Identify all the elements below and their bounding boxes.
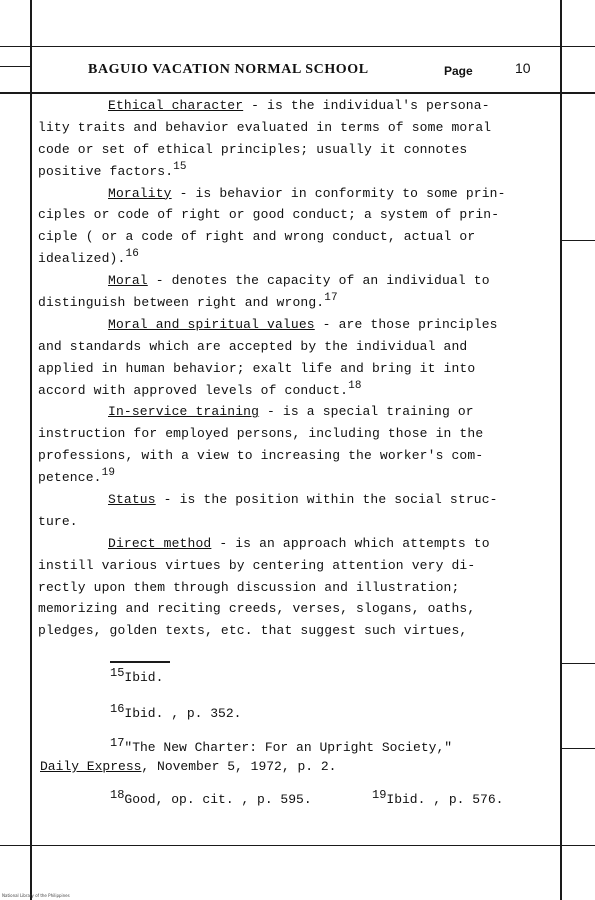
footnote-text: Good, op. cit. , p. 595.: [124, 792, 312, 807]
right-tick-lower: [562, 748, 595, 749]
line-text: lity traits and behavior evaluated in terms of some moral: [38, 119, 492, 135]
body-line: [38, 161, 538, 183]
body-line: [38, 248, 538, 270]
footnote-18: [110, 788, 312, 807]
line-text: ciples or code of right or good conduct; a system of prin-: [38, 207, 500, 223]
footnote-text: Ibid. , p. 352.: [124, 706, 242, 721]
right-margin-rule: [560, 0, 562, 900]
footnote-number: 18: [110, 788, 125, 802]
line-text: - is an approach which attempts to: [211, 535, 490, 551]
line-text: - is the position within the social struc-: [155, 492, 498, 508]
footnote-text: , November 5, 1972, p. 2.: [141, 759, 337, 774]
body-line: [38, 489, 538, 511]
footnote-number: 16: [110, 702, 125, 716]
footnote-number: 19: [372, 788, 387, 802]
line-text: instill various virtues by centering attention very di-: [38, 557, 476, 573]
footnote-17-continued: [40, 759, 336, 774]
body-line: [38, 139, 538, 161]
line-text: distinguish between right and wrong.: [38, 295, 325, 311]
line-text: code or set of ethical principles; usually it connotes: [38, 141, 468, 157]
footnote-number: 17: [110, 736, 125, 750]
body-line: [38, 511, 538, 533]
footnote-17: [110, 736, 453, 755]
footnote-text: "The New Charter: For an Upright Society,": [124, 740, 453, 755]
body-line: [38, 358, 538, 380]
line-text: applied in human behavior; exalt life and bring it into: [38, 360, 476, 376]
line-text: memorizing and reciting creeds, verses, slogans, oaths,: [38, 601, 476, 617]
line-text: - denotes the capacity of an individual to: [147, 273, 490, 289]
line-text: idealized).: [38, 251, 126, 267]
footnote-number: 15: [110, 666, 125, 680]
line-text: and standards which are accepted by the individual and: [38, 338, 468, 354]
body-line: [38, 226, 538, 248]
defined-term: Ethical character: [108, 98, 244, 113]
page-number: 10: [515, 60, 531, 76]
left-tick-top: [0, 66, 30, 67]
footnote-16: [110, 702, 242, 721]
header-top-rule: [0, 46, 595, 47]
line-text: - is behavior in conformity to some prin-: [171, 185, 506, 201]
body-line: [38, 620, 538, 642]
body-line: [38, 314, 538, 336]
line-text: professions, with a view to increasing the worker's com-: [38, 448, 484, 464]
footnote-separator: [110, 661, 170, 663]
footnote-reference: 16: [125, 248, 139, 261]
body-line: [38, 423, 538, 445]
footnote-reference: 18: [348, 379, 362, 392]
footnote-text: Ibid.: [124, 670, 164, 685]
body-line: [38, 401, 538, 423]
footnote-reference: 15: [173, 160, 187, 173]
footnote-19: [372, 788, 504, 807]
header-bottom-rule: [0, 92, 595, 94]
body-line: [38, 204, 538, 226]
body-line: [38, 555, 538, 577]
line-text: - is a special training or: [259, 404, 474, 420]
school-title: BAGUIO VACATION NORMAL SCHOOL: [88, 62, 369, 77]
line-text: accord with approved levels of conduct.: [38, 382, 349, 398]
body-line: [38, 445, 538, 467]
line-text: rectly upon them through discussion and illustration;: [38, 579, 460, 595]
footnote-text: Ibid. , p. 576.: [386, 792, 504, 807]
archive-footer-note: National Library of the Philippines: [2, 893, 70, 898]
page-label: Page: [444, 64, 473, 78]
body-line: [38, 117, 538, 139]
bottom-rule: [0, 845, 595, 846]
line-text: ciple ( or a code of right and wrong conduct, actual or: [38, 229, 476, 245]
body-line: [38, 577, 538, 599]
body-line: [38, 95, 538, 117]
footnote-reference: 19: [101, 467, 116, 480]
line-text: ture.: [38, 513, 78, 529]
line-text: instruction for employed persons, including those in the: [38, 426, 484, 442]
defined-term: Direct method: [108, 535, 212, 551]
left-margin-rule: [30, 0, 32, 900]
body-line: [38, 292, 538, 314]
body-line: [38, 467, 538, 489]
defined-term: In-service training: [108, 404, 260, 420]
right-tick-upper: [562, 240, 595, 241]
defined-term: Moral: [108, 273, 148, 289]
right-tick-mid: [562, 663, 595, 664]
body-line: [38, 183, 538, 205]
body-line: [38, 380, 538, 402]
line-text: pledges, golden texts, etc. that suggest such virtues,: [38, 623, 468, 639]
footnote-reference: 17: [324, 292, 338, 305]
footnote-source: Daily Express: [40, 759, 142, 774]
body-line: [38, 598, 538, 620]
line-text: petence.: [38, 470, 102, 486]
body-line: [38, 336, 538, 358]
line-text: - are those principles: [314, 316, 498, 332]
definitions-body: [38, 95, 538, 642]
defined-term: Status: [108, 492, 156, 508]
defined-term: Moral and spiritual values: [108, 316, 315, 332]
line-text: - is the individual's persona-: [243, 98, 490, 113]
defined-term: Morality: [108, 185, 172, 201]
line-text: positive factors.: [38, 163, 174, 179]
body-line: [38, 533, 538, 555]
footnote-15: [110, 666, 164, 685]
body-line: [38, 270, 538, 292]
